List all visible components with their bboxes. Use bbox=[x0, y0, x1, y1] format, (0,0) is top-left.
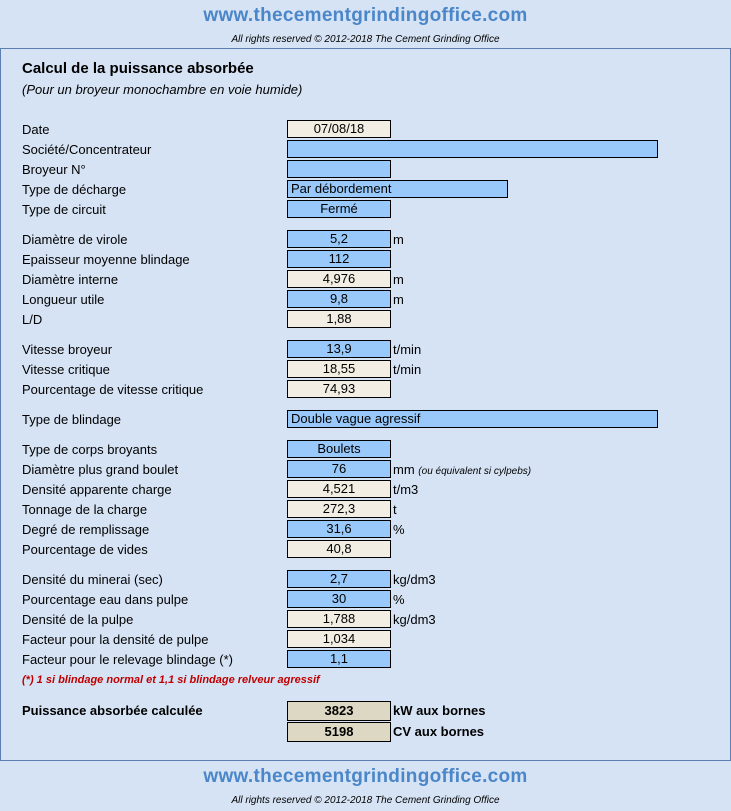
tonnage-unit: t bbox=[393, 502, 397, 517]
societe-label: Société/Concentrateur bbox=[22, 142, 152, 157]
tonnage-label: Tonnage de la charge bbox=[22, 502, 148, 517]
vitesse-unit: t/min bbox=[393, 342, 422, 357]
societe-input[interactable] bbox=[287, 140, 658, 158]
divider-bottom bbox=[0, 760, 731, 761]
circuit-label: Type de circuit bbox=[22, 202, 106, 217]
page-subtitle: (Pour un broyeur monochambre en voie humide) bbox=[22, 82, 303, 97]
date-value: 07/08/18 bbox=[287, 120, 391, 138]
footnote: (*) 1 si blindage normal et 1,1 si blindage relveur agressif bbox=[22, 674, 320, 686]
pourcentage-vitesse-value: 74,93 bbox=[287, 380, 391, 398]
result-cv-value: 5198 bbox=[287, 722, 391, 742]
remplissage-label: Degré de remplissage bbox=[22, 522, 150, 537]
result-label: Puissance absorbée calculée bbox=[22, 703, 203, 718]
densite-pulpe-unit: kg/dm3 bbox=[393, 612, 436, 627]
ld-value: 1,88 bbox=[287, 310, 391, 328]
boulet-input[interactable]: 76 bbox=[287, 460, 391, 478]
blindage-input[interactable]: Double vague agressif bbox=[287, 410, 658, 428]
facteur-densite-value: 1,034 bbox=[287, 630, 391, 648]
densite-minerai-label: Densité du minerai (sec) bbox=[22, 572, 163, 587]
diametre-interne-label: Diamètre interne bbox=[22, 272, 119, 287]
eau-label: Pourcentage eau dans pulpe bbox=[22, 592, 189, 607]
facteur-densite-label: Facteur pour la densité de pulpe bbox=[22, 632, 209, 647]
corps-input[interactable]: Boulets bbox=[287, 440, 391, 458]
page-title: Calcul de la puissance absorbée bbox=[22, 60, 254, 77]
blindage-label: Type de blindage bbox=[22, 412, 122, 427]
broyeur-input[interactable] bbox=[287, 160, 391, 178]
circuit-input[interactable]: Fermé bbox=[287, 200, 391, 218]
remplissage-input[interactable]: 31,6 bbox=[287, 520, 391, 538]
longueur-unit: m bbox=[393, 292, 404, 307]
copyright-header: All rights reserved © 2012-2018 The Cement Grinding Office bbox=[231, 34, 500, 45]
longueur-input[interactable]: 9,8 bbox=[287, 290, 391, 308]
site-url-header[interactable]: www.thecementgrindingoffice.com bbox=[203, 5, 528, 26]
eau-unit: % bbox=[393, 592, 405, 607]
frame-left bbox=[0, 48, 1, 760]
diametre-interne-value: 4,976 bbox=[287, 270, 391, 288]
boulet-unit bbox=[393, 462, 531, 477]
date-label: Date bbox=[22, 122, 50, 137]
boulet-unit-text: mm bbox=[393, 462, 415, 477]
decharge-label: Type de décharge bbox=[22, 182, 127, 197]
epaisseur-input[interactable]: 112 bbox=[287, 250, 391, 268]
broyeur-label: Broyeur N° bbox=[22, 162, 86, 177]
vides-value: 40,8 bbox=[287, 540, 391, 558]
densite-minerai-input[interactable]: 2,7 bbox=[287, 570, 391, 588]
site-url-footer[interactable]: www.thecementgrindingoffice.com bbox=[203, 766, 528, 787]
diametre-virole-unit: m bbox=[393, 232, 404, 247]
boulet-label: Diamètre plus grand boulet bbox=[22, 462, 179, 477]
pourcentage-vitesse-label: Pourcentage de vitesse critique bbox=[22, 382, 204, 397]
densite-charge-unit: t/m3 bbox=[393, 482, 419, 497]
divider-top bbox=[0, 48, 731, 49]
diametre-virole-label: Diamètre de virole bbox=[22, 232, 128, 247]
diametre-interne-unit: m bbox=[393, 272, 404, 287]
decharge-input[interactable]: Par débordement bbox=[287, 180, 508, 198]
tonnage-value: 272,3 bbox=[287, 500, 391, 518]
result-cv-unit: CV aux bornes bbox=[393, 724, 485, 739]
diametre-virole-input[interactable]: 5,2 bbox=[287, 230, 391, 248]
remplissage-unit: % bbox=[393, 522, 405, 537]
eau-input[interactable]: 30 bbox=[287, 590, 391, 608]
copyright-footer: All rights reserved © 2012-2018 The Cement Grinding Office bbox=[231, 795, 500, 806]
vitesse-critique-label: Vitesse critique bbox=[22, 362, 110, 377]
result-kw-unit: kW aux bornes bbox=[393, 703, 486, 718]
boulet-unit-note: (ou équivalent si cylpebs) bbox=[418, 466, 532, 477]
epaisseur-label: Epaisseur moyenne blindage bbox=[22, 252, 190, 267]
corps-label: Type de corps broyants bbox=[22, 442, 158, 457]
facteur-relevage-label: Facteur pour le relevage blindage (*) bbox=[22, 652, 234, 667]
densite-pulpe-value: 1,788 bbox=[287, 610, 391, 628]
vides-label: Pourcentage de vides bbox=[22, 542, 148, 557]
vitesse-critique-value: 18,55 bbox=[287, 360, 391, 378]
facteur-relevage-input[interactable]: 1,1 bbox=[287, 650, 391, 668]
ld-label: L/D bbox=[22, 312, 43, 327]
vitesse-input[interactable]: 13,9 bbox=[287, 340, 391, 358]
densite-charge-label: Densité apparente charge bbox=[22, 482, 172, 497]
densite-pulpe-label: Densité de la pulpe bbox=[22, 612, 134, 627]
densite-charge-value: 4,521 bbox=[287, 480, 391, 498]
vitesse-critique-unit: t/min bbox=[393, 362, 422, 377]
longueur-label: Longueur utile bbox=[22, 292, 105, 307]
densite-minerai-unit: kg/dm3 bbox=[393, 572, 436, 587]
result-kw-value: 3823 bbox=[287, 701, 391, 721]
vitesse-label: Vitesse broyeur bbox=[22, 342, 113, 357]
